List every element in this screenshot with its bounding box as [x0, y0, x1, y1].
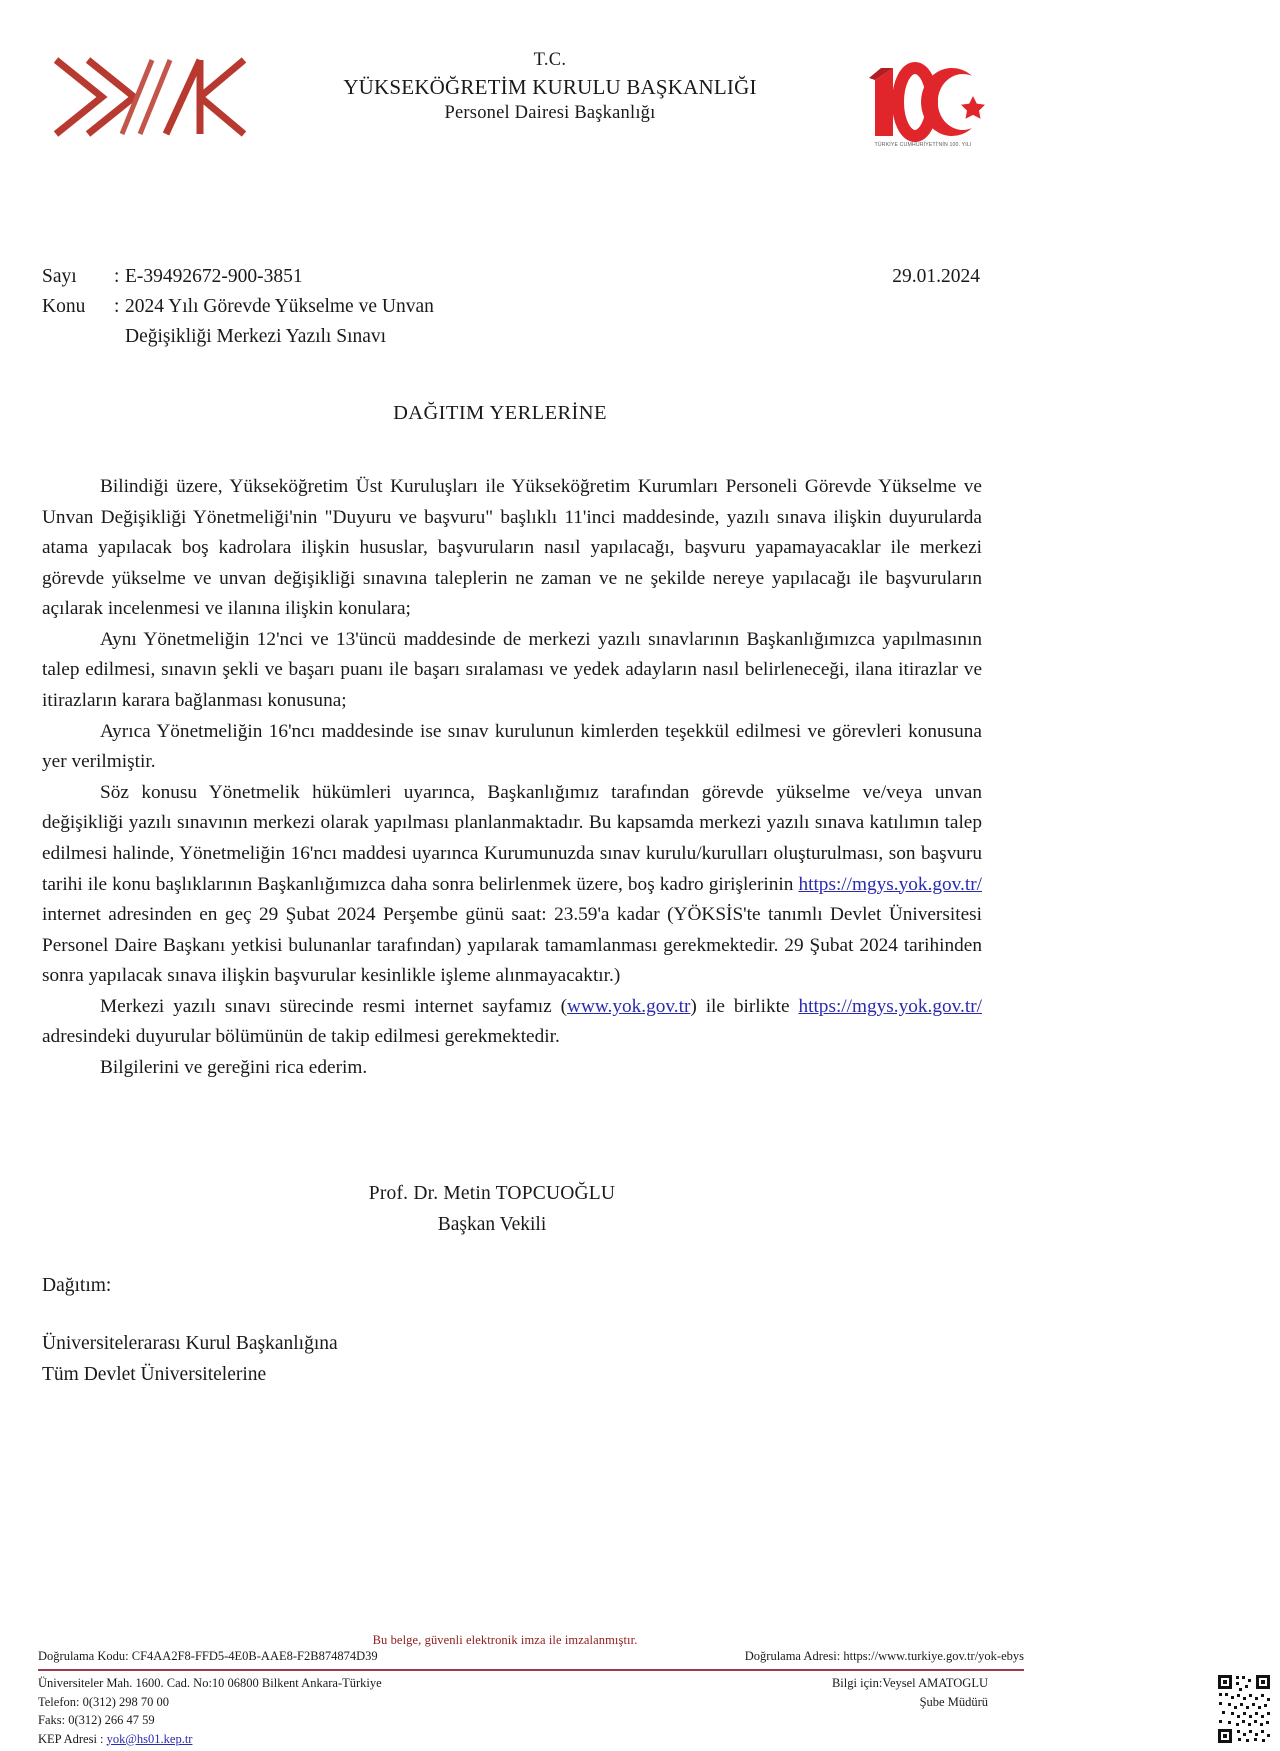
body-paragraph-5	[42, 992, 982, 1053]
body-paragraph-4-text-before: Söz konusu Yönetmelik hükümleri uyarınca, Başkanlığımız tarafından görevde yükselme ve/veya unvan değişikliği yazılı sınavının merkezi olarak yapılması planlanmaktadır. Bu kapsamda merkezi yazılı sınava katılımın talep edilmesi halinde, Yönetmeliğin 16'ncı maddesi uyarınca Kurumunuzda sınav kurulu/kurulları oluşturulması, son başvuru tarihi ile konu başlıklarının Başkanlığımızca daha sonra belirlenmek üzere, boş kadro girişlerinin	[42, 781, 982, 895]
sayi-value: E-39492672-900-3851	[125, 266, 303, 287]
org-tc: T.C.	[533, 50, 567, 70]
verification-code-label: Doğrulama Kodu:	[38, 1649, 129, 1663]
distribution-item: Tüm Devlet Üniversitelerine	[42, 1364, 267, 1386]
document-footer	[0, 1633, 1280, 1751]
meta-row-sayi	[0, 262, 1280, 292]
meta-row-konu	[0, 292, 1280, 322]
distribution-item: Üniversitelerarası Kurul Başkanlığına	[42, 1332, 338, 1354]
verification-code-value: CF4AA2F8-FFD5-4E0B-AAE8-F2B874874D39	[131, 1649, 378, 1663]
footer-divider	[38, 1669, 1024, 1671]
konu-colon: :	[114, 296, 120, 318]
footer-contact-label: Bilgi için:	[831, 1676, 883, 1690]
footer-contact-title: Şube Müdürü	[919, 1694, 988, 1709]
footer-responsible-person	[832, 1674, 1048, 1748]
signer-title: Başkan Vekili	[437, 1214, 547, 1236]
organization-title	[250, 48, 850, 126]
footer-contact-row	[832, 1674, 988, 1693]
body-paragraph-5-text-after: adresindeki duyurular bölümünün de takip edilmesi gerekmektedir.	[42, 1026, 560, 1048]
yok-logo-icon	[48, 52, 248, 142]
electronic-signature-note: Bu belge, güvenli elektronik imza ile imzalanmıştır.	[372, 1633, 638, 1647]
signer-name: Prof. Dr. Metin TOPCUOĞLU	[368, 1183, 616, 1204]
footer-kep-row	[38, 1730, 382, 1749]
sayi-colon: :	[114, 266, 120, 287]
verification-row	[38, 1649, 1024, 1664]
footer-columns	[38, 1674, 1048, 1748]
konu-label: Konu	[42, 296, 86, 318]
distribution-heading: Dağıtım:	[42, 1275, 112, 1296]
org-department: Personel Dairesi Başkanlığı	[444, 102, 656, 123]
body-paragraph-5-text-before: Merkezi yazılı sınavı sürecinde resmi internet sayfamız (	[100, 995, 568, 1017]
body-paragraph-3: Ayrıca Yönetmeliğin 16'ncı maddesinde ise sınav kurulunun kimlerden teşekkül edilmesi ve görevleri konusuna yer verilmiştir.	[42, 720, 982, 773]
verification-address-value: https://www.turkiye.gov.tr/yok-ebys	[843, 1649, 1024, 1663]
document-body	[42, 472, 982, 1084]
konu-value-line2: Değişikliği Merkezi Yazılı Sınavı	[125, 326, 387, 348]
body-paragraph-6: Bilgilerini ve gereğini rica ederim.	[100, 1056, 368, 1078]
body-paragraph-4-text-after: internet adresinden en geç 29 Şubat 2024 Perşembe günü saat: 23.59'a kadar (YÖKSİS'te tanımlı Devlet Üniversitesi Personel Daire Başkanı yetkisi bulunanlar tarafından) yapılarak tamamlanması gerekmektedir. 29 Şubat 2024 tarihinden sonra yapılacak sınava ilişkin başvurular kesinlikle işleme alınmayacaktır.)	[42, 904, 982, 987]
body-paragraph-2: Aynı Yönetmeliğin 12'nci ve 13'üncü maddesinde de merkezi yazılı sınavlarının Başkanlığımızca yapılmasının talep edilmesi, sınavın şekli ve başarı puanı ile başarı sıralaması ve yedek adayların nasıl belirleneceği, ilana itirazlar ve itirazların karara bağlanması konusuna;	[42, 628, 982, 712]
body-paragraph-1: Bilindiği üzere, Yükseköğretim Üst Kuruluşları ile Yükseköğretim Kurumları Personeli Görevde Yükselme ve Unvan Değişikliği Yönetmeliği'nin "Duyuru ve başvuru" başlıklı 11'inci maddesinde, yazılı sınava ilişkin duyurularda atama yapılacak boş kadrolara ilişkin hususlar, başvuruların nasıl yapılacağı, başvuru yapamayacaklar ile merkezi görevde yükselme ve unvan değişikliği sınavına taleplerin ne zaman ve ne şekilde nereye yapılacağı ile başvuruların açılarak incelenmesi ve ilanına ilişkin konulara;	[42, 476, 982, 620]
kep-email-link[interactable]: yok@hs01.kep.tr	[106, 1731, 193, 1746]
yok-website-link[interactable]: www.yok.gov.tr	[567, 995, 691, 1017]
body-paragraph-5-text-middle: ) ile birlikte	[690, 995, 799, 1017]
mgys-link-2[interactable]: https://mgys.yok.gov.tr/	[798, 995, 982, 1017]
distribution-block	[42, 1270, 338, 1391]
centennial-caption: TÜRKİYE CUMHURİYETİ'NİN 100. YILI	[874, 142, 972, 148]
signature-block	[0, 1178, 1280, 1240]
footer-fax: Faks: 0(312) 266 47 59	[38, 1713, 155, 1727]
footer-phone: Telefon: 0(312) 298 70 00	[38, 1694, 170, 1709]
document-meta	[0, 262, 1280, 353]
org-name: YÜKSEKÖĞRETİM KURULU BAŞKANLIĞI	[343, 74, 757, 99]
footer-contact-name: Veysel AMATOGLU	[882, 1676, 988, 1690]
footer-contact-info	[38, 1674, 382, 1748]
centennial-100-logo-icon	[855, 58, 990, 153]
verification-address-label: Doğrulama Adresi:	[744, 1649, 841, 1663]
sayi-label: Sayı	[42, 266, 77, 287]
document-header	[0, 40, 1280, 200]
body-paragraph-4	[42, 778, 982, 992]
verification-code-group	[38, 1649, 378, 1664]
verification-address-group	[745, 1649, 1024, 1664]
mgys-link-1[interactable]: https://mgys.yok.gov.tr/	[798, 873, 982, 895]
document-date: 29.01.2024	[892, 266, 980, 287]
footer-kep-label: KEP Adresi :	[38, 1731, 107, 1746]
footer-address: Üniversiteler Mah. 1600. Cad. No:10 06800 Bilkent Ankara-Türkiye	[38, 1676, 382, 1690]
recipient-heading: DAĞITIM YERLERİNE	[393, 402, 607, 424]
konu-value-line1: 2024 Yılı Görevde Yükselme ve Unvan	[125, 296, 434, 318]
qr-code-icon	[1216, 1673, 1272, 1745]
